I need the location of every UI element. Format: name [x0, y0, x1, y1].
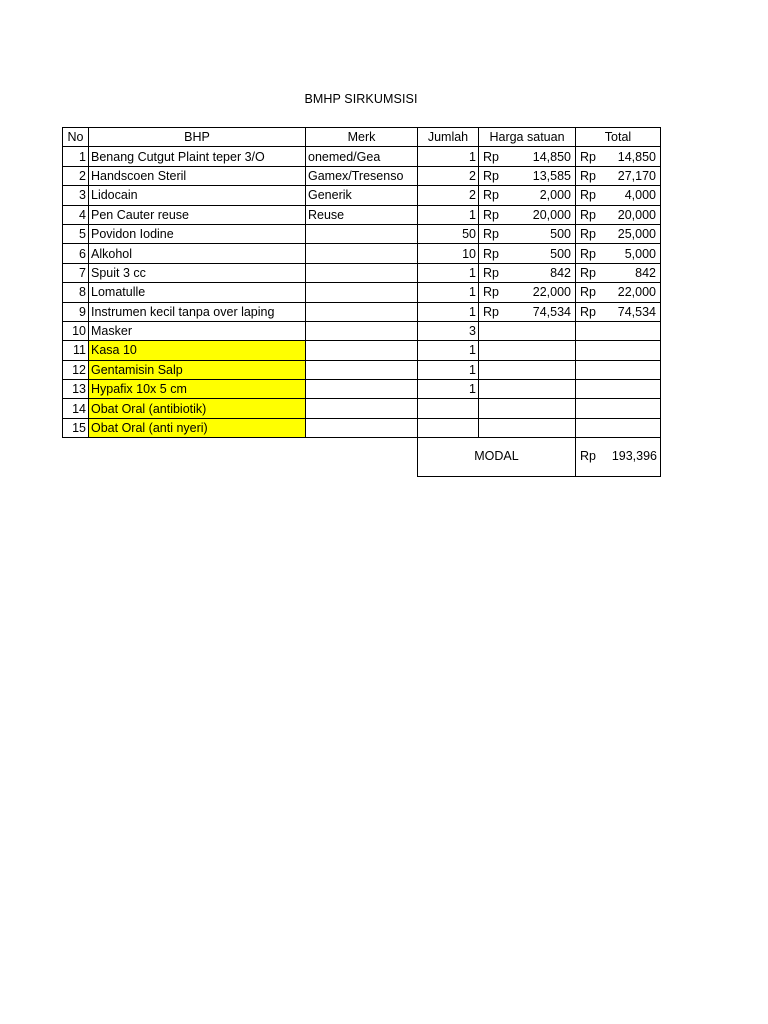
- row-bhp: Spuit 3 cc: [89, 263, 306, 282]
- row-total: [576, 380, 661, 399]
- table-row: [63, 399, 661, 418]
- row-merk: [306, 224, 418, 243]
- row-total-currency: Rp: [580, 304, 596, 319]
- row-harga: [479, 263, 576, 282]
- row-bhp: Hypafix 10x 5 cm: [89, 380, 306, 399]
- row-harga-money: [481, 186, 573, 204]
- row-harga-amount: 500: [550, 227, 571, 242]
- row-no: 14: [63, 399, 89, 418]
- row-harga-currency: Rp: [483, 149, 499, 164]
- row-jumlah: 1: [418, 205, 479, 224]
- row-no: 12: [63, 360, 89, 379]
- row-harga-amount: 842: [550, 265, 571, 280]
- row-total-money: [578, 206, 658, 224]
- row-harga-amount: 14,850: [532, 149, 571, 164]
- row-merk: [306, 302, 418, 321]
- header-bhp: BHP: [89, 128, 306, 147]
- row-total-currency: Rp: [580, 265, 596, 280]
- row-total-money: [578, 264, 658, 282]
- row-total-money: [578, 186, 658, 204]
- row-harga: [479, 283, 576, 302]
- row-harga: [479, 302, 576, 321]
- row-no: 8: [63, 283, 89, 302]
- row-bhp: Lomatulle: [89, 283, 306, 302]
- row-bhp: Lidocain: [89, 186, 306, 205]
- document-title: BMHP SIRKUMSISI: [304, 92, 418, 106]
- row-jumlah: 50: [418, 224, 479, 243]
- row-harga-amount: 13,585: [532, 168, 571, 183]
- row-harga: [479, 147, 576, 166]
- row-jumlah: 10: [418, 244, 479, 263]
- row-bhp: Masker: [89, 321, 306, 340]
- row-no: 5: [63, 224, 89, 243]
- row-total: [576, 341, 661, 360]
- table-row: [63, 302, 661, 321]
- row-merk: [306, 283, 418, 302]
- row-harga-amount: 500: [550, 246, 571, 261]
- row-harga-money: [481, 206, 573, 224]
- modal-label: MODAL: [418, 438, 576, 476]
- row-total-currency: Rp: [580, 207, 596, 222]
- row-bhp: Gentamisin Salp: [89, 360, 306, 379]
- modal-summary: [417, 438, 661, 477]
- row-harga-money: [481, 167, 573, 185]
- row-bhp: Instrumen kecil tanpa over laping: [89, 302, 306, 321]
- row-bhp: Obat Oral (antibiotik): [89, 399, 306, 418]
- row-total-amount: 14,850: [617, 149, 656, 164]
- row-total: [576, 205, 661, 224]
- row-no: 3: [63, 186, 89, 205]
- row-no: 15: [63, 418, 89, 437]
- row-total-currency: Rp: [580, 188, 596, 203]
- table-row: [63, 244, 661, 263]
- row-harga-currency: Rp: [483, 188, 499, 203]
- row-harga-amount: 22,000: [532, 285, 571, 300]
- row-jumlah: 2: [418, 166, 479, 185]
- row-total-amount: 22,000: [617, 285, 656, 300]
- row-bhp: Kasa 10: [89, 341, 306, 360]
- table-row: [63, 283, 661, 302]
- row-no: 11: [63, 341, 89, 360]
- row-harga-money: [481, 225, 573, 243]
- row-total: [576, 302, 661, 321]
- row-total-currency: Rp: [580, 149, 596, 164]
- row-merk: [306, 380, 418, 399]
- table-row: [63, 186, 661, 205]
- row-total-money: [578, 303, 658, 321]
- row-total-amount: 25,000: [617, 227, 656, 242]
- row-total: [576, 360, 661, 379]
- table-row: [63, 360, 661, 379]
- row-total-currency: Rp: [580, 227, 596, 242]
- row-harga: [479, 399, 576, 418]
- table-row: [63, 341, 661, 360]
- row-harga: [479, 224, 576, 243]
- row-harga-currency: Rp: [483, 285, 499, 300]
- row-merk: [306, 321, 418, 340]
- row-merk: [306, 399, 418, 418]
- row-total: [576, 321, 661, 340]
- row-merk: onemed/Gea: [306, 147, 418, 166]
- row-bhp: Handscoen Steril: [89, 166, 306, 185]
- row-total-money: [578, 148, 658, 166]
- row-total-amount: 842: [635, 265, 656, 280]
- row-merk: [306, 418, 418, 437]
- row-jumlah: 1: [418, 302, 479, 321]
- row-harga-amount: 74,534: [532, 304, 571, 319]
- row-harga-amount: 20,000: [532, 207, 571, 222]
- row-total: [576, 418, 661, 437]
- row-harga-amount: 2,000: [539, 188, 571, 203]
- row-jumlah: 2: [418, 186, 479, 205]
- row-bhp: Obat Oral (anti nyeri): [89, 418, 306, 437]
- row-total-currency: Rp: [580, 168, 596, 183]
- bhp-table: [62, 127, 661, 438]
- row-no: 6: [63, 244, 89, 263]
- row-total-money: [578, 167, 658, 185]
- row-merk: Generik: [306, 186, 418, 205]
- modal-currency: Rp: [580, 449, 596, 463]
- row-no: 9: [63, 302, 89, 321]
- row-merk: Gamex/Tresenso: [306, 166, 418, 185]
- row-total: [576, 244, 661, 263]
- row-harga: [479, 360, 576, 379]
- row-total: [576, 399, 661, 418]
- row-total: [576, 147, 661, 166]
- row-total: [576, 166, 661, 185]
- table-row: [63, 147, 661, 166]
- row-bhp: Benang Cutgut Plaint teper 3/O: [89, 147, 306, 166]
- header-no: No: [63, 128, 89, 147]
- row-bhp: Povidon Iodine: [89, 224, 306, 243]
- row-merk: [306, 360, 418, 379]
- row-harga-currency: Rp: [483, 246, 499, 261]
- row-harga-money: [481, 245, 573, 263]
- row-harga-money: [481, 264, 573, 282]
- row-total: [576, 263, 661, 282]
- table-row: [63, 224, 661, 243]
- row-total: [576, 283, 661, 302]
- row-merk: [306, 244, 418, 263]
- header-jumlah: Jumlah: [418, 128, 479, 147]
- row-no: 10: [63, 321, 89, 340]
- header-total: Total: [576, 128, 661, 147]
- row-jumlah: 1: [418, 147, 479, 166]
- row-bhp: Alkohol: [89, 244, 306, 263]
- modal-value-cell: [576, 438, 660, 476]
- row-jumlah: 1: [418, 283, 479, 302]
- table-row: [63, 418, 661, 437]
- row-total-amount: 74,534: [617, 304, 656, 319]
- row-harga: [479, 166, 576, 185]
- row-total: [576, 186, 661, 205]
- table-row: [63, 380, 661, 399]
- row-total-amount: 4,000: [624, 188, 656, 203]
- header-harga-satuan: Harga satuan: [479, 128, 576, 147]
- row-total-money: [578, 283, 658, 301]
- row-no: 7: [63, 263, 89, 282]
- row-harga-currency: Rp: [483, 207, 499, 222]
- row-harga-currency: Rp: [483, 304, 499, 319]
- row-harga: [479, 418, 576, 437]
- row-total-money: [578, 245, 658, 263]
- row-harga: [479, 321, 576, 340]
- row-total-money: [578, 225, 658, 243]
- table-row: [63, 205, 661, 224]
- row-harga-currency: Rp: [483, 265, 499, 280]
- row-jumlah: 1: [418, 263, 479, 282]
- row-harga: [479, 380, 576, 399]
- row-total-amount: 5,000: [624, 246, 656, 261]
- row-harga: [479, 186, 576, 205]
- table-row: [63, 263, 661, 282]
- row-harga-money: [481, 303, 573, 321]
- row-harga: [479, 341, 576, 360]
- row-jumlah: 1: [418, 380, 479, 399]
- row-no: 4: [63, 205, 89, 224]
- table-row: [63, 166, 661, 185]
- row-harga: [479, 205, 576, 224]
- row-harga: [479, 244, 576, 263]
- row-total-amount: 20,000: [617, 207, 656, 222]
- row-jumlah: 1: [418, 341, 479, 360]
- row-no: 2: [63, 166, 89, 185]
- row-jumlah: 1: [418, 360, 479, 379]
- row-merk: Reuse: [306, 205, 418, 224]
- header-merk: Merk: [306, 128, 418, 147]
- row-merk: [306, 263, 418, 282]
- row-harga-currency: Rp: [483, 168, 499, 183]
- row-total-currency: Rp: [580, 285, 596, 300]
- row-no: 1: [63, 147, 89, 166]
- row-jumlah: [418, 418, 479, 437]
- row-total-currency: Rp: [580, 246, 596, 261]
- row-harga-currency: Rp: [483, 227, 499, 242]
- row-merk: [306, 341, 418, 360]
- row-no: 13: [63, 380, 89, 399]
- row-total-amount: 27,170: [617, 168, 656, 183]
- row-harga-money: [481, 148, 573, 166]
- row-harga-money: [481, 283, 573, 301]
- row-jumlah: [418, 399, 479, 418]
- modal-value: 193,396: [611, 449, 657, 463]
- row-total: [576, 224, 661, 243]
- header-row: [63, 128, 661, 147]
- row-bhp: Pen Cauter reuse: [89, 205, 306, 224]
- row-jumlah: 3: [418, 321, 479, 340]
- table-row: [63, 321, 661, 340]
